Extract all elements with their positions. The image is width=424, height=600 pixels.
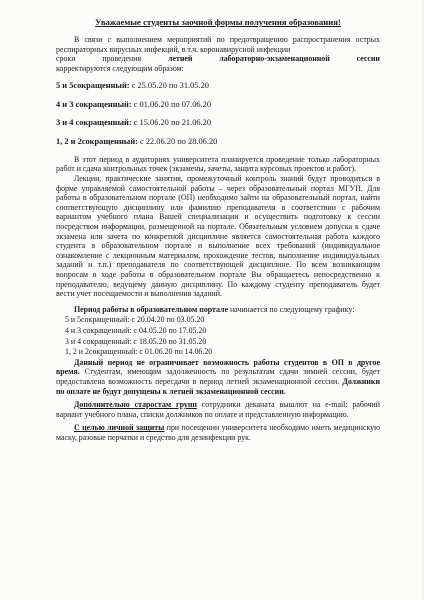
protection-paragraph: С целью личной защиты при посещении университета необходимо иметь медицинскую маску, разовые перчатки и средство для дезинфекции рук. xyxy=(56,423,380,442)
portal-schedule-row: 1, 2 и 2сокращенный: с 01.06.20 по 14.06.20 xyxy=(65,347,213,357)
session-schedule-row: 3 и 4 сокращенный: с 15.06.20 по 21.06.20 xyxy=(56,118,212,128)
session-schedule-row: 1, 2 и 2сокращенный: с 22.06.20 по 28.06.20 xyxy=(56,136,218,146)
intro-session-name: летней лабораторно-экзаменационной сессии xyxy=(168,54,380,64)
portal-schedule-row: 4 и 3 сокращенный: с 04.05.20 по 17.05.20 xyxy=(65,325,207,335)
portal-schedule-row: 5 и 5сокращенный: с 20.04.20 по 03.05.20 xyxy=(65,315,205,325)
session-schedule-row: 5 и 5сокращенный: с 25.05.20 по 31.05.20 xyxy=(56,81,209,91)
intro-line-2: сроки проведения летней лабораторно-экзаменационной сессии xyxy=(56,54,380,64)
portal-schedule-row: 3 и 4 сокращенный: с 18.05.20 по 31.05.20 xyxy=(65,336,207,346)
portal-period-paragraph: Период работы в образовательном портале начинается по следующему графику: xyxy=(74,304,355,314)
monitors-paragraph: Дополнительно старостам групп сотрудники деканата вышлют на e-mail: рабочий вариант учебного плана, списки должников по оплате и представленную информацию. xyxy=(56,400,380,419)
intro-line-1: В связи с выполнением мероприятий по предотвращению распространения острых респираторных вирусных инфекций, в т.ч. коронавирусной инфекции xyxy=(56,35,380,54)
auditorium-paragraph: В этот период в аудиториях университета планируется проведение только лабораторных работ и сдача контрольных точек (экзамены, зачеты, защита курсовых проектов и работ). xyxy=(56,154,380,174)
debt-paragraph: Данный период не ограничивает возможность работы студентов в ОП в другое время. Студентам, имеющим задолженность по результатам сдачи зимней сессии, будет предоставлена возможность пересдачи в период летней экзаменационной сессии. Должники по оплате не будут допущены к летней экзаменационной сессии. xyxy=(56,357,380,396)
lectures-paragraph: Лекции, практические занятия, промежуточный контроль знаний будут проводиться в форме управляемой самостоятельной работы – через образовательный портал МГУП. Для работы в образовательном портале (ОП) необходимо зайти на образовательный портал, найти соответствующую дисциплину или фамилию преподавателя в соответствии с рабочим вариантом учебного плана Вашей специализации и осуществить подготовку к сессии посредством информации, размещенной на портале. Обязательным условием допуска к сдаче экзамена или зачета по конкретной дисциплине является самостоятельная работа каждого студента в образовательном портале и выполнение всех требований (индивидуальное ознакомление с лекционным материалом, прохождение тестов, выполнение индивидуальных заданий и т.п.) преподавателя по соответствующей дисциплине. По всем возникающим вопросам в ходе работы в образовательном портале Вы обращаетесь непосредственно к преподавателю, ведущему данную дисциплину. По каждому студенту преподаватель будет вести учет посещаемости и выполнения заданий. xyxy=(56,174,380,299)
session-schedule-row: 4 и 3 сокращенный: с 01.06.20 по 07.06.20 xyxy=(56,99,212,109)
intro-paragraph xyxy=(56,35,380,54)
portal-schedule xyxy=(56,315,380,356)
page-title: Уважаемые студенты заочной формы получения образования! xyxy=(95,17,341,27)
session-schedule xyxy=(56,81,380,147)
intro-line-3: корректируются следующим образом: xyxy=(56,63,184,73)
